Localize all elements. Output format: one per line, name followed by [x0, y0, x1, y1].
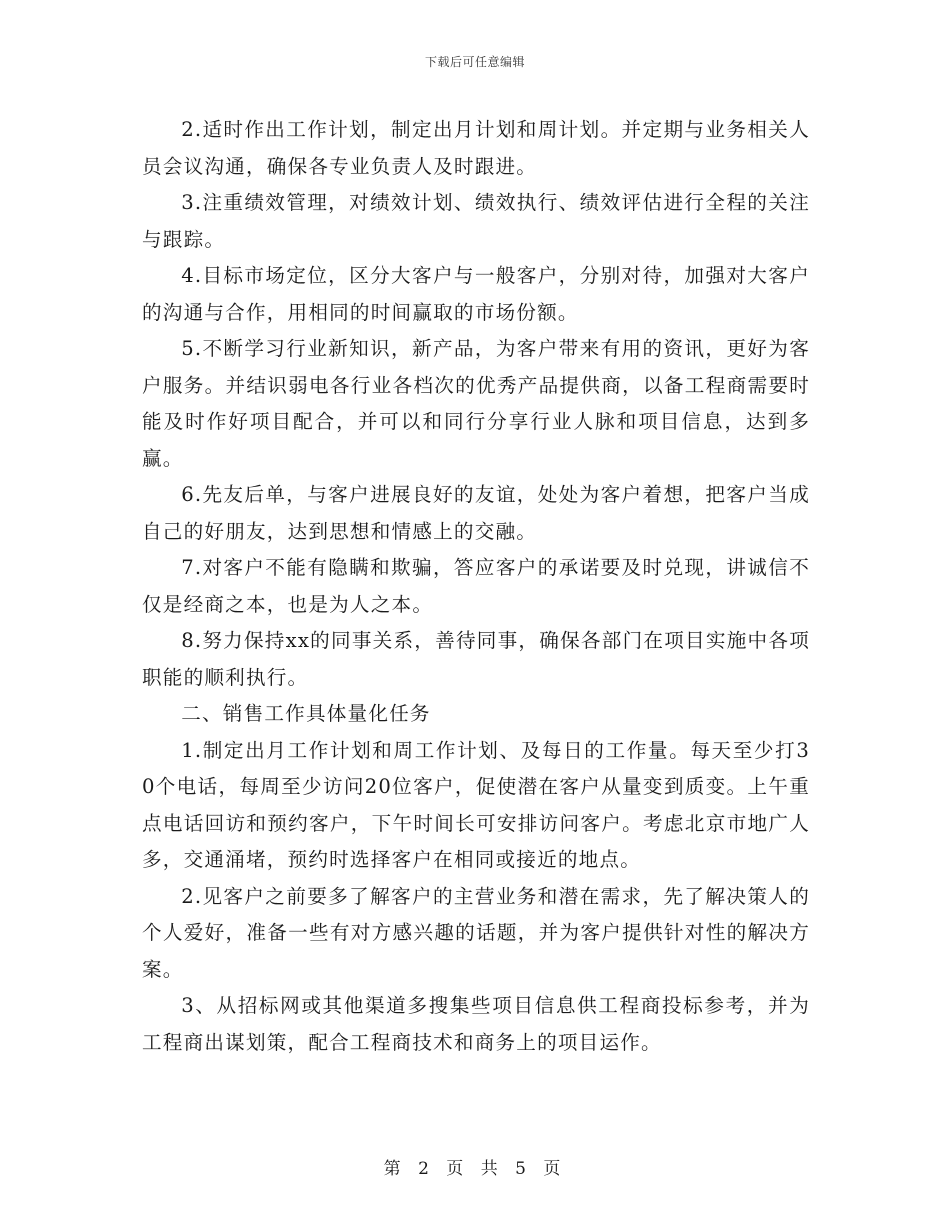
- paragraph: 1.制定出月工作计划和周工作计划、及每日的工作量。每天至少打30个电话，每周至少访问20位客户，促使潜在客户从量变到质变。上午重点电话回访和预约客户，下午时间长可安排访问客户。考虑北京市地广人多，交通涌堵，预约时选择客户在相同或接近的地点。: [142, 738, 810, 871]
- document-body: [142, 112, 810, 1061]
- paragraph: 8.努力保持xx的同事关系，善待同事，确保各部门在项目实施中各项职能的顺利执行。: [142, 629, 810, 689]
- paragraph: 5.不断学习行业新知识，新产品，为客户带来有用的资讯，更好为客户服务。并结识弱电各行业各档次的优秀产品提供商，以备工程商需要时能及时作好项目配合，并可以和同行分享行业人脉和项目信息，达到多赢。: [142, 337, 810, 470]
- paragraph: 2.适时作出工作计划，制定出月计划和周计划。并定期与业务相关人员会议沟通，确保各专业负责人及时跟进。: [142, 118, 810, 178]
- section-heading: 二、销售工作具体量化任务: [181, 702, 431, 725]
- paragraph: 7.对客户不能有隐瞒和欺骗，答应客户的承诺要及时兑现，讲诚信不仅是经商之本，也是为人之本。: [142, 556, 810, 616]
- paragraph: 4.目标市场定位，区分大客户与一般客户，分别对待，加强对大客户的沟通与合作，用相同的时间赢取的市场份额。: [142, 264, 810, 324]
- paragraph: 2.见客户之前要多了解客户的主营业务和潜在需求，先了解决策人的个人爱好，准备一些有对方感兴趣的话题，并为客户提供针对性的解决方案。: [142, 884, 810, 981]
- page-number: 第 2 页 共 5 页: [383, 1159, 567, 1179]
- paragraph: 3.注重绩效管理，对绩效计划、绩效执行、绩效评估进行全程的关注与跟踪。: [142, 191, 810, 251]
- page-header: 下载后可任意编辑: [424, 55, 525, 69]
- paragraph: 6.先友后单，与客户进展良好的友谊，处处为客户着想，把客户当成自己的好朋友，达到思想和情感上的交融。: [142, 483, 810, 543]
- paragraph: 3、从招标网或其他渠道多搜集些项目信息供工程商投标参考，并为工程商出谋划策，配合工程商技术和商务上的项目运作。: [142, 994, 810, 1054]
